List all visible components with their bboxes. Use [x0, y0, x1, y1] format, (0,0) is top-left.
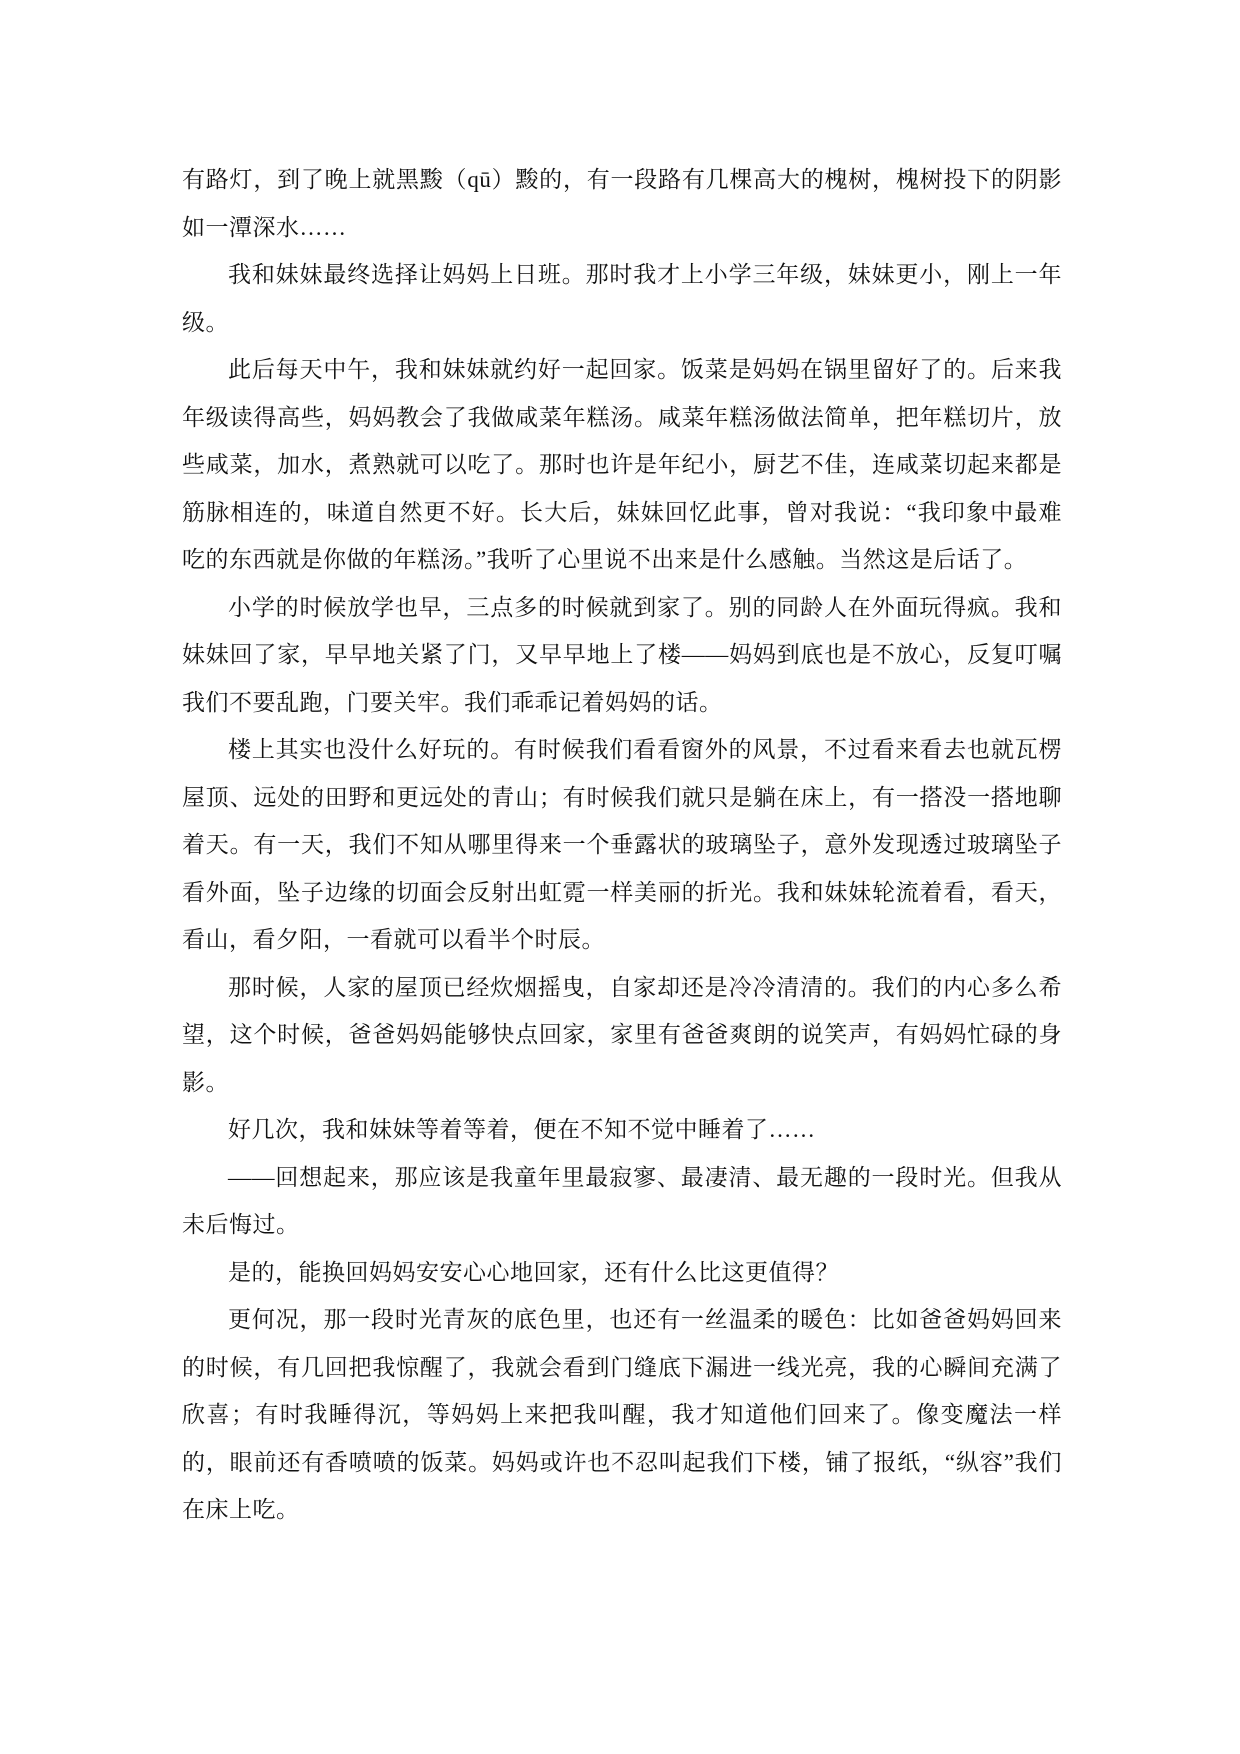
paragraph-4: 小学的时候放学也早，三点多的时候就到家了。别的同龄人在外面玩得疯。我和妹妹回了家，早早地关紧了门，又早早地上了楼——妈妈到底也是不放心，反复叮嘱我们不要乱跑，门要关牢。我们乖乖记着妈妈的话。 — [182, 594, 1062, 715]
paragraph-2: 我和妹妹最终选择让妈妈上日班。那时我才上小学三年级，妹妹更小，刚上一年级。 — [182, 262, 1062, 335]
paragraph-7: 好几次，我和妹妹等着等着，便在不知不觉中睡着了…… — [228, 1117, 816, 1142]
paragraph-9: 是的，能换回妈妈安安心心地回家，还有什么比这更值得？ — [228, 1259, 839, 1285]
paragraph-5: 楼上其实也没什么好玩的。有时候我们看看窗外的风景，不过看来看去也就瓦楞屋顶、远处的田野和更远处的青山；有时候我们就只是躺在床上，有一搭没一搭地聊着天。有一天，我们不知从哪里得来一个垂露状的玻璃坠子，意外发现透过玻璃坠子看外面，坠子边缘的切面会反射出虹霓一样美丽的折光。我和妹妹轮流着看，看天，看山，看夕阳，一看就可以看半个时辰。 — [182, 737, 1062, 952]
body-text — [182, 156, 1062, 1534]
paragraph-1: 有路灯，到了晚上就黑黢（qū）黢的，有一段路有几棵高大的槐树，槐树投下的阴影如一潭深水…… — [182, 167, 1062, 240]
paragraph-6: 那时候，人家的屋顶已经炊烟摇曳，自家却还是冷冷清清的。我们的内心多么希望，这个时候，爸爸妈妈能够快点回家，家里有爸爸爽朗的说笑声，有妈妈忙碌的身影。 — [182, 974, 1062, 1095]
paragraph-8: ——回想起来，那应该是我童年里最寂寥、最凄清、最无趣的一段时光。但我从未后悔过。 — [182, 1164, 1062, 1237]
paragraph-10: 更何况，那一段时光青灰的底色里，也还有一丝温柔的暖色：比如爸爸妈妈回来的时候，有几回把我惊醒了，我就会看到门缝底下漏进一线光亮，我的心瞬间充满了欣喜；有时我睡得沉，等妈妈上来把我叫醒，我才知道他们回来了。像变魔法一样的，眼前还有香喷喷的饭菜。妈妈或许也不忍叫起我们下楼，铺了报纸，“纵容”我们在床上吃。 — [182, 1307, 1062, 1522]
paragraph-3: 此后每天中午，我和妹妹就约好一起回家。饭菜是妈妈在锅里留好了的。后来我年级读得高些，妈妈教会了我做咸菜年糕汤。咸菜年糕汤做法简单，把年糕切片，放些咸菜，加水，煮熟就可以吃了。那时也许是年纪小，厨艺不佳，连咸菜切起来都是筋脉相连的，味道自然更不好。长大后，妹妹回忆此事，曾对我说：“我印象中最难吃的东西就是你做的年糕汤。”我听了心里说不出来是什么感触。当然这是后话了。 — [182, 357, 1062, 572]
